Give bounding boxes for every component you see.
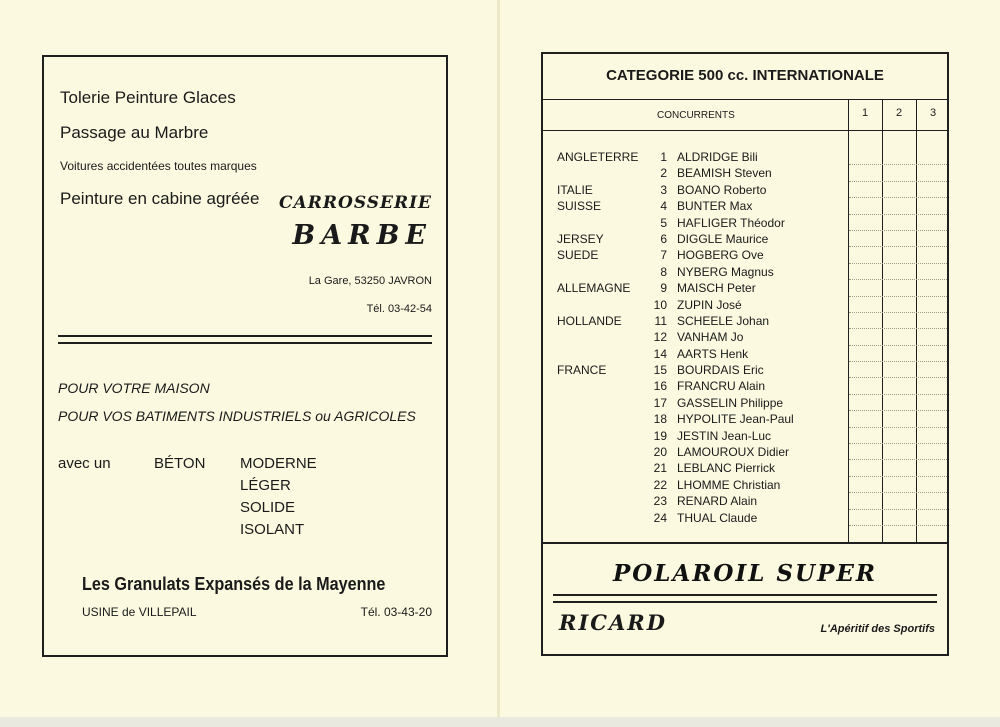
service-line: Passage au Marbre bbox=[60, 123, 209, 142]
entrant-num: 17 bbox=[653, 395, 667, 410]
entrant-row bbox=[543, 362, 849, 378]
start-list-panel bbox=[541, 52, 949, 656]
entrant-num: 3 bbox=[660, 182, 667, 197]
entrant-name: THUAL Claude bbox=[677, 510, 758, 525]
entrant-num: 4 bbox=[660, 199, 667, 214]
entrant-name: LAMOUROUX Didier bbox=[677, 445, 790, 460]
entrant-name: HOGBERG Ove bbox=[677, 248, 764, 263]
entrant-name: LHOMME Christian bbox=[677, 477, 781, 492]
entrant-num: 7 bbox=[660, 248, 667, 263]
divider bbox=[543, 130, 947, 131]
result-row bbox=[849, 411, 947, 427]
entrant-country: HOLLANDE bbox=[557, 313, 622, 328]
result-row bbox=[849, 346, 947, 362]
entrant-row bbox=[543, 280, 849, 296]
entrant-row bbox=[543, 329, 849, 345]
result-row bbox=[849, 215, 947, 231]
entrant-num: 20 bbox=[653, 445, 667, 460]
entrant-name: GASSELIN Philippe bbox=[677, 395, 784, 410]
entrant-num: 18 bbox=[653, 412, 667, 427]
service-line: Peinture en cabine agréée bbox=[60, 189, 260, 208]
entrant-row bbox=[543, 411, 849, 427]
entrant-row bbox=[543, 444, 849, 460]
entrant-name: HAFLIGER Théodor bbox=[677, 215, 785, 230]
result-row bbox=[849, 198, 947, 214]
entrant-row bbox=[543, 378, 849, 394]
entrant-row bbox=[543, 182, 849, 198]
entrant-country: JERSEY bbox=[557, 231, 604, 246]
entrant-num: 10 bbox=[653, 297, 667, 312]
entrant-row bbox=[543, 231, 849, 247]
entrant-num: 9 bbox=[660, 281, 667, 296]
col-header-race-1: 1 bbox=[861, 107, 869, 119]
entrant-name: DIGGLE Maurice bbox=[677, 231, 769, 246]
quality-item: LÉGER bbox=[240, 477, 291, 494]
col-header-race-3: 3 bbox=[929, 107, 937, 119]
result-row bbox=[849, 247, 947, 263]
entrant-country: SUISSE bbox=[557, 199, 602, 214]
company-name: Les Granulats Expansés de la Mayenne bbox=[82, 574, 386, 594]
plant-phone: Tél. 03-43-20 bbox=[360, 605, 432, 619]
result-row bbox=[849, 329, 947, 345]
entrant-country: SUEDE bbox=[557, 248, 599, 263]
result-row bbox=[849, 460, 947, 476]
col-header-race-2: 2 bbox=[895, 107, 903, 119]
quality-item: SOLIDE bbox=[240, 499, 296, 516]
phone: Tél. 03-42-54 bbox=[366, 303, 432, 315]
entrant-name: LEBLANC Pierrick bbox=[677, 461, 776, 476]
page-fold bbox=[497, 0, 500, 727]
entrant-num: 12 bbox=[653, 330, 667, 345]
result-row bbox=[849, 231, 947, 247]
entrant-num: 11 bbox=[654, 313, 667, 328]
ad-headline: POUR VOTRE MAISON bbox=[58, 380, 210, 396]
entrant-name: ALDRIDGE Bili bbox=[677, 150, 758, 164]
entrant-row bbox=[543, 493, 849, 509]
entrant-name: FRANCRU Alain bbox=[677, 379, 766, 394]
result-row bbox=[849, 297, 947, 313]
entrant-row bbox=[543, 477, 849, 493]
entrant-num: 1 bbox=[660, 150, 667, 164]
entrant-row bbox=[543, 297, 849, 313]
result-row bbox=[849, 165, 947, 181]
entrant-row bbox=[543, 428, 849, 444]
service-line: Tolerie Peinture Glaces bbox=[60, 88, 236, 107]
ricard-tagline: L'Apéritif des Sportifs bbox=[820, 623, 935, 635]
entrant-list bbox=[543, 149, 849, 526]
entrant-country: ANGLETERRE bbox=[557, 150, 639, 164]
entrant-country: ITALIE bbox=[557, 182, 593, 197]
entrant-name: BUNTER Max bbox=[677, 199, 753, 214]
entrant-name: AARTS Henk bbox=[677, 346, 749, 361]
result-row bbox=[849, 362, 947, 378]
entrant-num: 2 bbox=[660, 166, 667, 181]
result-row bbox=[849, 428, 947, 444]
sheet-edge bbox=[0, 717, 1000, 727]
entrant-num: 21 bbox=[653, 461, 667, 476]
result-grid bbox=[849, 149, 947, 526]
entrant-num: 22 bbox=[653, 477, 667, 492]
sponsor-polaroil: POLAROIL SUPER bbox=[612, 560, 878, 587]
entrant-num: 15 bbox=[653, 363, 667, 378]
result-row bbox=[849, 280, 947, 296]
entrant-row bbox=[543, 247, 849, 263]
result-row bbox=[849, 510, 947, 526]
entrant-name: BOURDAIS Eric bbox=[677, 363, 764, 378]
entrant-name: BOANO Roberto bbox=[677, 182, 767, 197]
entrant-num: 8 bbox=[660, 264, 667, 279]
entrant-num: 5 bbox=[660, 215, 667, 230]
service-line: Voitures accidentées toutes marques bbox=[60, 159, 257, 173]
result-row bbox=[849, 477, 947, 493]
entrant-row bbox=[543, 215, 849, 231]
result-row bbox=[849, 149, 947, 165]
left-advert-panel bbox=[42, 55, 448, 657]
entrant-row bbox=[543, 510, 849, 526]
result-row bbox=[849, 313, 947, 329]
divider bbox=[58, 335, 432, 344]
quality-item: MODERNE bbox=[240, 455, 317, 472]
divider bbox=[543, 99, 947, 100]
brand-barbe: BARBE bbox=[292, 220, 432, 251]
entrant-num: 6 bbox=[660, 231, 667, 246]
category-title: CATEGORIE 500 cc. INTERNATIONALE bbox=[606, 67, 884, 84]
entrant-name: ZUPIN José bbox=[677, 297, 742, 312]
entrant-name: VANHAM Jo bbox=[677, 330, 744, 345]
entrant-name: SCHEELE Johan bbox=[677, 313, 770, 328]
ad-headline: POUR VOS BATIMENTS INDUSTRIELS ou AGRICOLES bbox=[58, 408, 416, 424]
entrant-country: FRANCE bbox=[557, 363, 607, 378]
result-row bbox=[849, 493, 947, 509]
entrant-name: MAISCH Peter bbox=[677, 281, 756, 296]
quality-item: ISOLANT bbox=[240, 521, 305, 538]
entrant-num: 24 bbox=[653, 510, 667, 525]
result-row bbox=[849, 378, 947, 394]
result-row bbox=[849, 264, 947, 280]
brand-carrosserie: CARROSSERIE bbox=[279, 193, 432, 213]
divider bbox=[543, 542, 947, 544]
result-row bbox=[849, 444, 947, 460]
entrant-num: 16 bbox=[653, 379, 667, 394]
entrant-name: BEAMISH Steven bbox=[677, 166, 772, 181]
entrant-row bbox=[543, 149, 849, 165]
entrant-row bbox=[543, 460, 849, 476]
entrant-name: RENARD Alain bbox=[677, 494, 758, 509]
sponsor-ricard: RICARD bbox=[559, 610, 667, 635]
divider bbox=[553, 594, 937, 603]
result-row bbox=[849, 182, 947, 198]
entrant-row bbox=[543, 198, 849, 214]
entrant-row bbox=[543, 165, 849, 181]
beton-label: BÉTON bbox=[154, 455, 206, 472]
address: La Gare, 53250 JAVRON bbox=[308, 275, 432, 287]
entrant-row bbox=[543, 313, 849, 329]
entrant-num: 14 bbox=[653, 346, 667, 361]
entrant-row bbox=[543, 264, 849, 280]
col-header-concurrents: CONCURRENTS bbox=[657, 110, 735, 121]
entrant-num: 19 bbox=[653, 428, 667, 443]
entrant-name: JESTIN Jean-Luc bbox=[677, 428, 772, 443]
entrant-row bbox=[543, 395, 849, 411]
result-row bbox=[849, 395, 947, 411]
entrant-name: HYPOLITE Jean-Paul bbox=[677, 412, 794, 427]
avec-label: avec un bbox=[58, 455, 111, 472]
entrant-row bbox=[543, 346, 849, 362]
entrant-name: NYBERG Magnus bbox=[677, 264, 774, 279]
entrant-country: ALLEMAGNE bbox=[557, 281, 631, 296]
plant-name: USINE de VILLEPAIL bbox=[82, 605, 197, 619]
entrant-num: 23 bbox=[653, 494, 667, 509]
